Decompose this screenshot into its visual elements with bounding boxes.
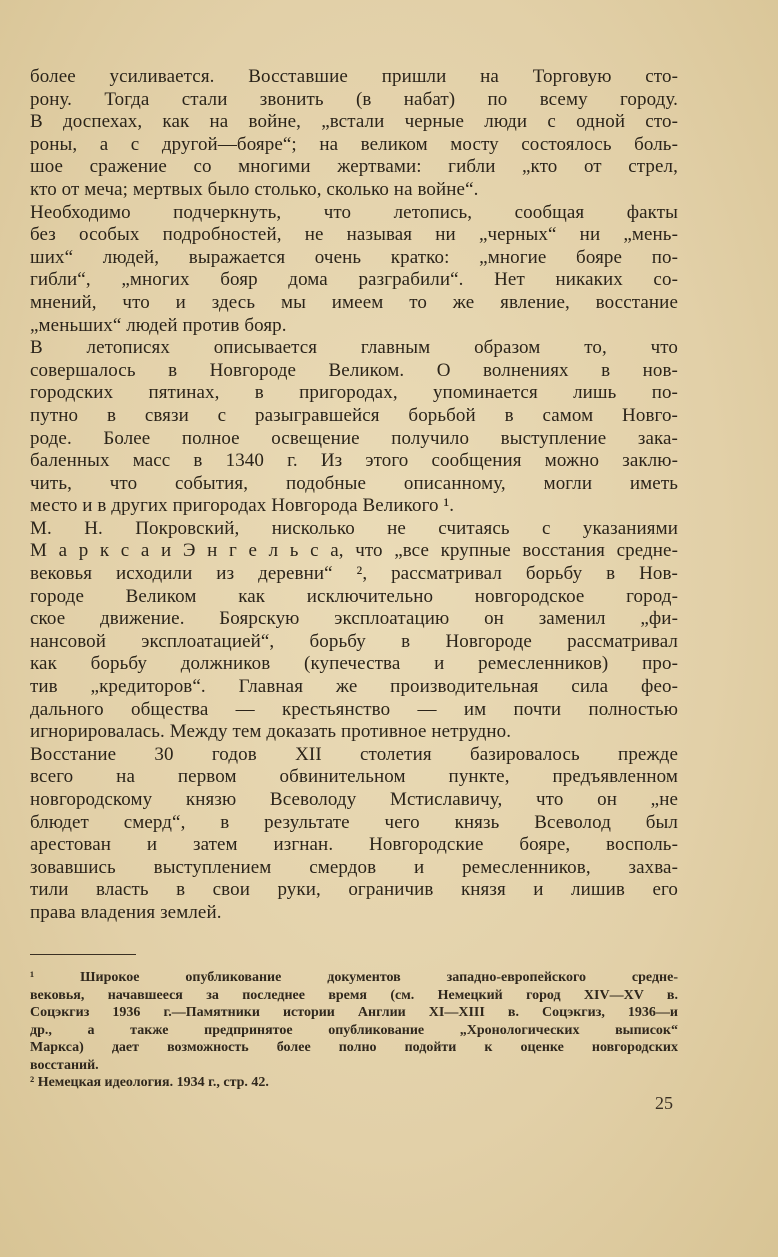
body-text-line: игнорировалась. Между тем доказать противное нетрудно. xyxy=(30,721,512,743)
body-text-line: ское движение. Боярскую эксплоатацию он заменил „фи- xyxy=(30,608,678,630)
body-text-line: М. Н. Покровский, нисколько не считаясь с указаниями xyxy=(30,517,678,539)
body-text-line: место и в других пригородах Новгорода Великого ¹. xyxy=(30,495,455,517)
body-text-line: дального общества — крестьянство — им почти полностью xyxy=(30,698,678,720)
body-text-line: ших“ людей, выражается очень кратко: „многие бояре по- xyxy=(30,246,678,268)
page-number: 25 xyxy=(655,1093,673,1113)
body-text-line: как борьбу должников (купечества и ремесленников) про- xyxy=(30,653,678,675)
body-text-line: тив „кредиторов“. Главная же производительная сила фео- xyxy=(30,676,678,698)
footnote-line: восстаний. xyxy=(30,1057,99,1073)
body-text-line: нансовой эксплоатацией“, борьбу в Новгороде рассматривал xyxy=(30,630,678,652)
footnote-line: ² Немецкая идеология. 1934 г., стр. 42. xyxy=(30,1075,269,1090)
body-text-line: гибли“, „многих бояр дома разграбили“. Нет никаких со- xyxy=(30,269,678,291)
footnotes xyxy=(30,969,678,1092)
body-text-line: В доспехах, как на войне, „встали черные люди с одной сто- xyxy=(30,111,678,133)
body-text-line: городе Великом как исключительно новгородское город- xyxy=(30,585,678,607)
body-text-line: вековья исходили из деревни“ ², рассматривал борьбу в Нов- xyxy=(30,563,678,585)
body-text-line: В летописях описывается главным образом то, что xyxy=(30,337,678,359)
body-text-line: всего на первом обвинительном пункте, предъявленном xyxy=(30,766,678,788)
body-text-line: шое сражение со многими жертвами: гибли „кто от стрел, xyxy=(30,156,678,178)
body-text-line: арестован и затем изгнан. Новгородские бояре, восполь- xyxy=(30,834,678,856)
body-text-line: баленных масс в 1340 г. Из этого сообщения можно заклю- xyxy=(30,450,678,472)
body-text-line: тили власть в свои руки, ограничив князя и лишив его xyxy=(30,879,678,901)
footnote-divider xyxy=(30,954,136,955)
body-text-line: права владения землей. xyxy=(30,901,222,923)
body-text-line: Восстание 30 годов XII столетия базировалось прежде xyxy=(30,743,678,765)
body-text xyxy=(30,66,678,925)
footnote-line: Маркса) дает возможность более полно подойти к оценке новгородских xyxy=(30,1040,678,1055)
body-text-line: рону. Тогда стали звонить (в набат) по всему городу. xyxy=(30,88,678,110)
body-text-line: городских пятинах, в пригородах, упоминается лишь по- xyxy=(30,382,678,404)
body-text-line: зовавшись выступлением смердов и ремесленников, захва- xyxy=(30,856,678,878)
footnote-line: ¹ Широкое опубликование документов западно-европейского средне- xyxy=(30,970,678,985)
footnote-line: Соцэкгиз 1936 г.—Памятники истории Англии XI—XIII в. Соцэкгиз, 1936—и xyxy=(30,1005,678,1020)
footnote-line: др., а также предпринятое опубликование „Хронологических выписок“ xyxy=(30,1022,678,1038)
body-text-line: роны, а с другой—бояре“; на великом мосту состоялось боль- xyxy=(30,133,678,155)
body-text-line: „меньших“ людей против бояр. xyxy=(30,314,287,336)
body-text-line: более усиливается. Восставшие пришли на Торговую сто- xyxy=(30,66,678,87)
body-text-line: М а р к с а и Э н г е л ь с а, что „все крупные восстания средне- xyxy=(30,540,678,562)
body-text-line: без особых подробностей, не называя ни „черных“ ни „мень- xyxy=(30,224,678,246)
body-text-line: Необходимо подчеркнуть, что летопись, сообщая факты xyxy=(30,201,678,223)
body-text-line: роде. Более полное освещение получило выступление зака- xyxy=(30,427,678,449)
body-text-line: новгородскому князю Всеволоду Мстиславичу, что он „не xyxy=(30,789,678,810)
body-text-line: путно в связи с разыгравшейся борьбой в самом Новго- xyxy=(30,404,678,426)
body-text-line: блюдет смерд“, в результате чего князь Всеволод был xyxy=(30,811,678,833)
body-text-line: мнений, что и здесь мы имеем то же явление, восстание xyxy=(30,291,678,313)
footnote-line: вековья, начавшееся за последнее время (см. Немецкий город XIV—XV в. xyxy=(30,987,678,1003)
body-text-line: совершалось в Новгороде Великом. О волнениях в нов- xyxy=(30,359,678,381)
body-text-line: чить, что события, подобные описанному, могли иметь xyxy=(30,472,678,494)
body-text-line: кто от меча; мертвых было столько, сколько на войне“. xyxy=(30,178,479,200)
